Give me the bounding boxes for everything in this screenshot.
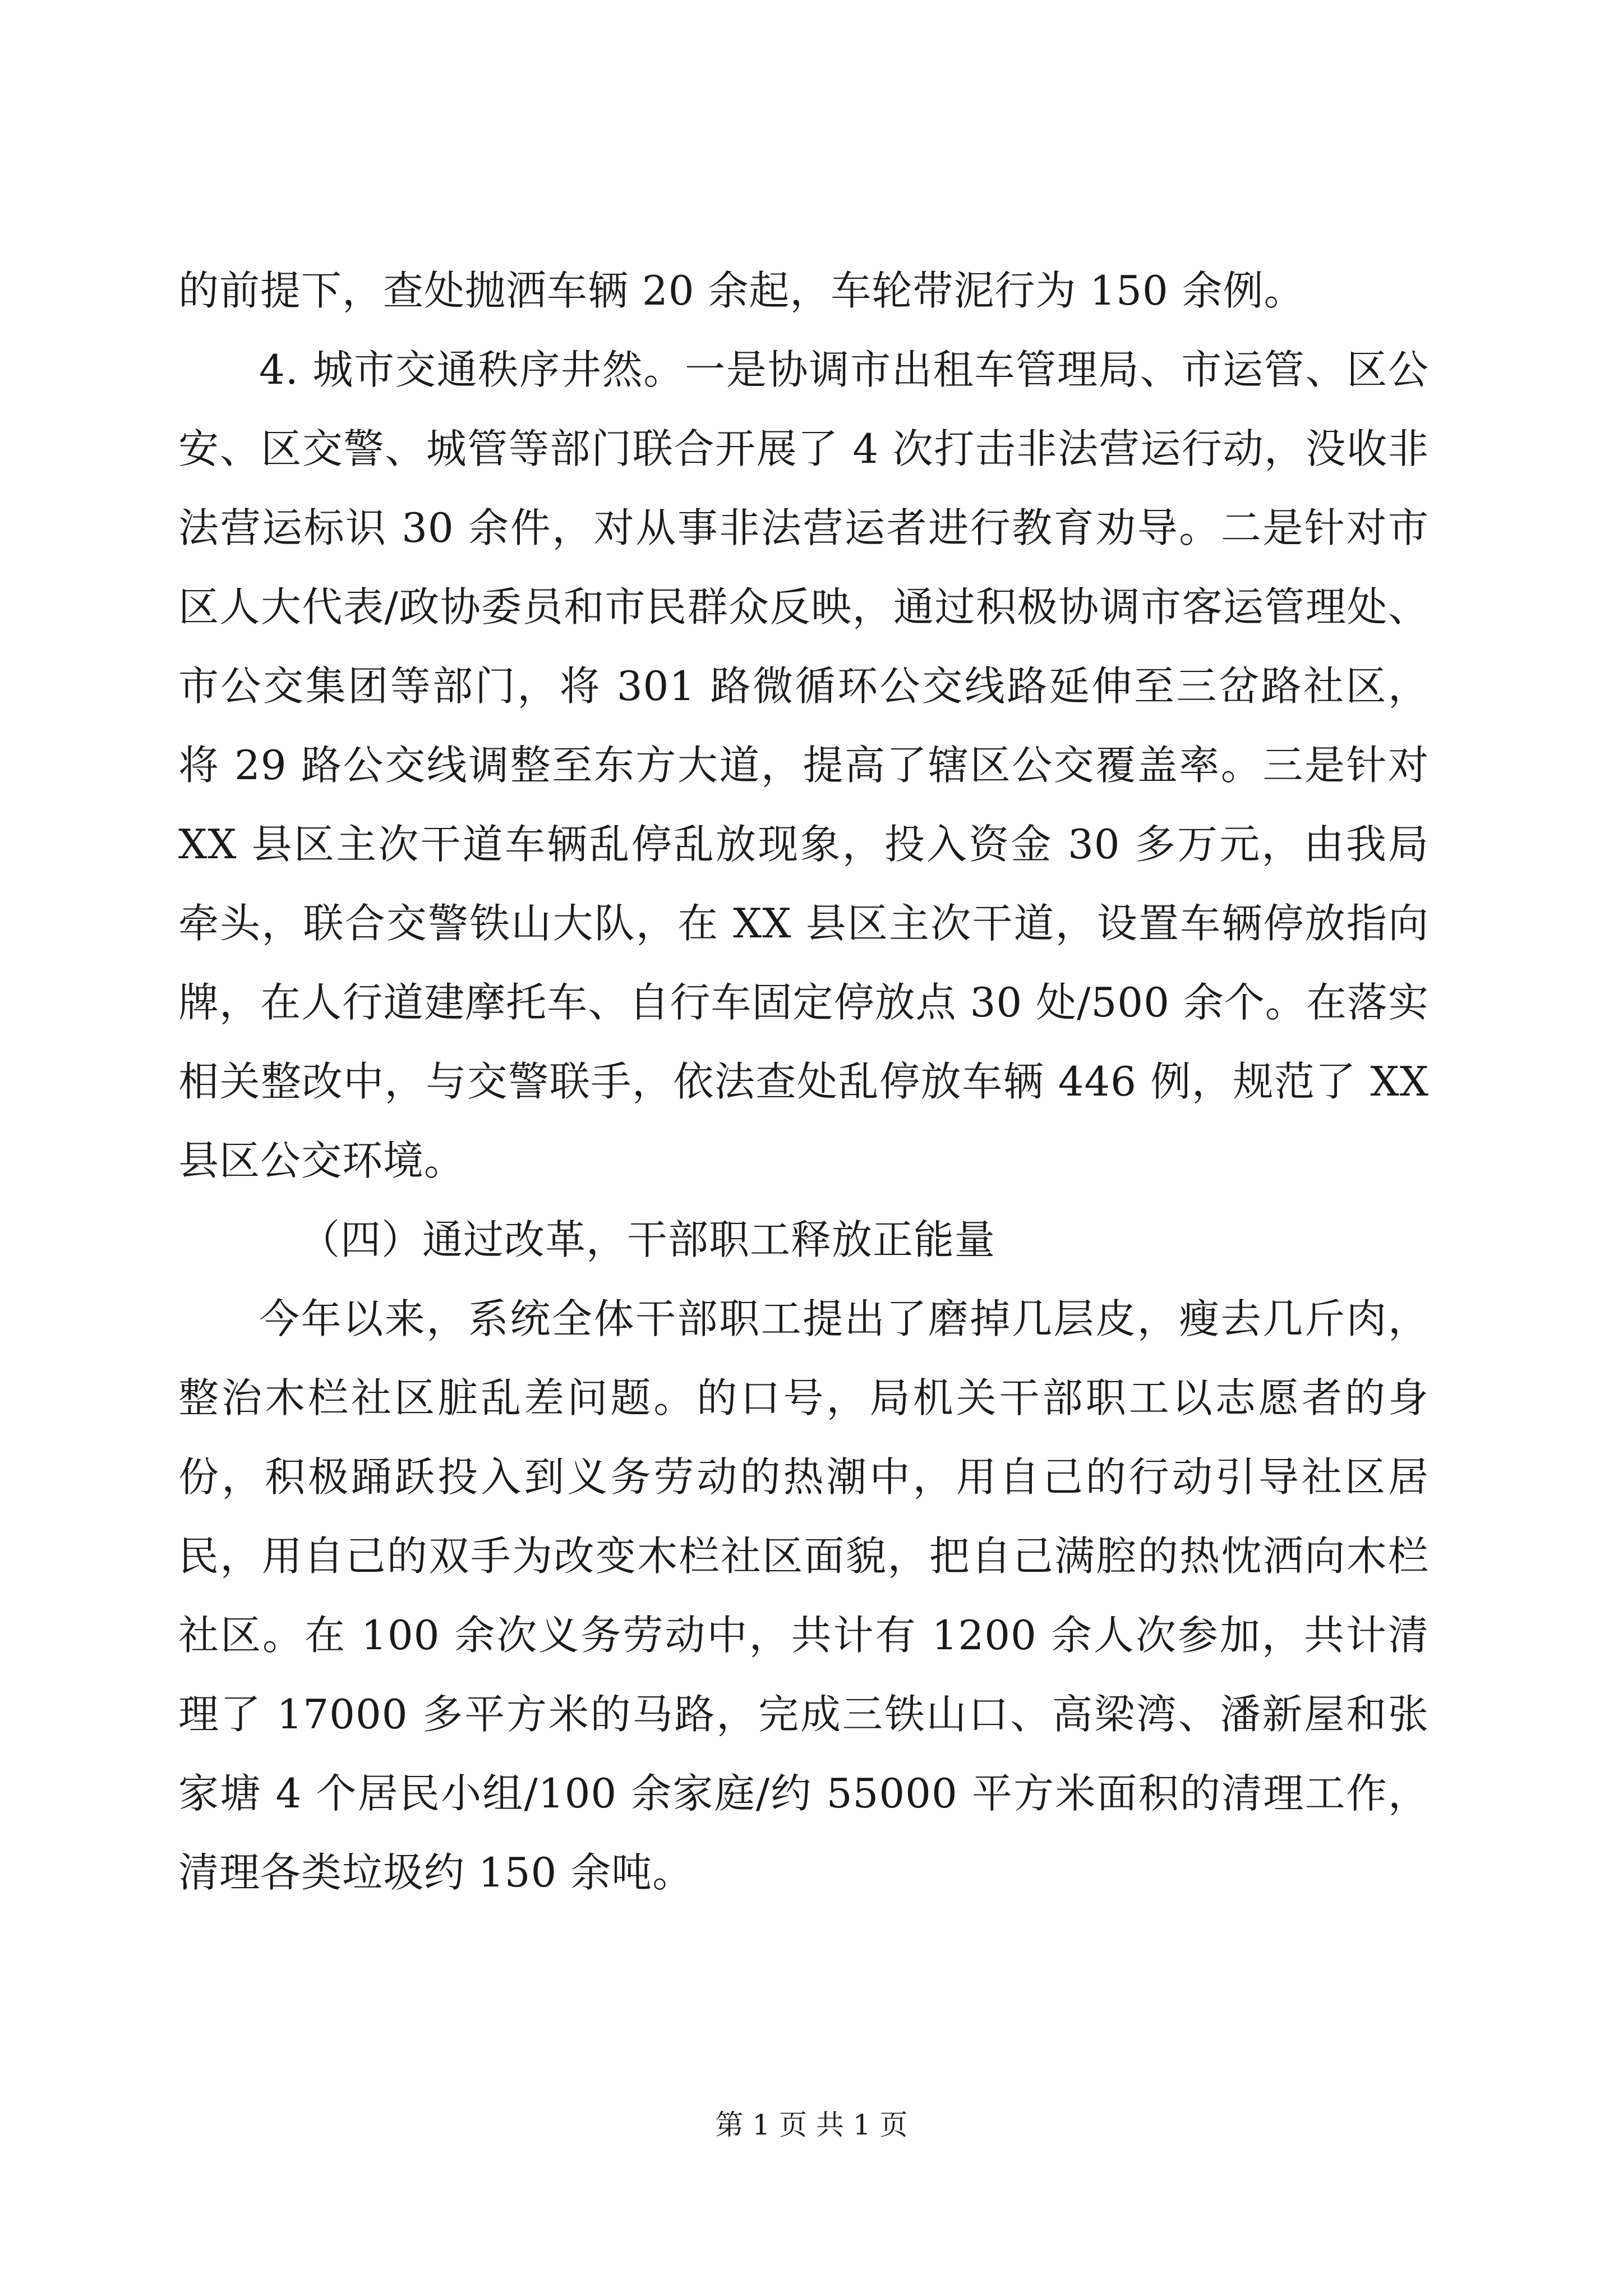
paragraph-traffic-order: 4. 城市交通秩序井然。一是协调市出租车管理局、市运管、区公安、区交警、城管等部门联合开展了 4 次打击非法营运行动，没收非法营运标识 30 余件，对从事非法营运者进行教育劝导。二是针对市区人大代表/政协委员和市民群众反映，通过积极协调市客运管理处、市公交集团等部门，将 301 路微循环公交线路延伸至三岔路社区，将 29 路公交线调整至东方大道，提高了辖区公交覆盖率。三是针对 XX 县区主次干道车辆乱停乱放现象，投入资金 30 多万元，由我局牵头，联合交警铁山大队，在 XX 县区主次干道，设置车辆停放指向牌，在人行道建摩托车、自行车固定停放点 30 处/500 余个。在落实相关整改中，与交警联手，依法查处乱停放车辆 446 例，规范了 XX 县区公交环境。	[178, 346, 1429, 1184]
section-heading: （四）通过改革，干部职工释放正能量	[299, 1216, 996, 1263]
page-footer: 第 1 页 共 1 页	[715, 2109, 908, 2141]
paragraph-volunteer-work: 今年以来，系统全体干部职工提出了磨掉几层皮，瘦去几斤肉，整治木栏社区脏乱差问题。的口号，局机关干部职工以志愿者的身份，积极踊跃投入到义务劳动的热潮中，用自己的行动引导社区居民，用自己的双手为改变木栏社区面貌，把自己满腔的热忱洒向木栏社区。在 100 余次义务劳动中，共计有 1200 余人次参加，共计清理了 17000 多平方米的马路，完成三铁山口、高梁湾、潘新屋和张家塘 4 个居民小组/100 余家庭/约 55000 平方米面积的清理工作，清理各类垃圾约 150 余吨。	[178, 1295, 1429, 1896]
paragraph-continuation: 的前提下，查处抛洒车辆 20 余起，车轮带泥行为 150 余例。	[178, 267, 1305, 314]
document-body	[178, 251, 1429, 1912]
